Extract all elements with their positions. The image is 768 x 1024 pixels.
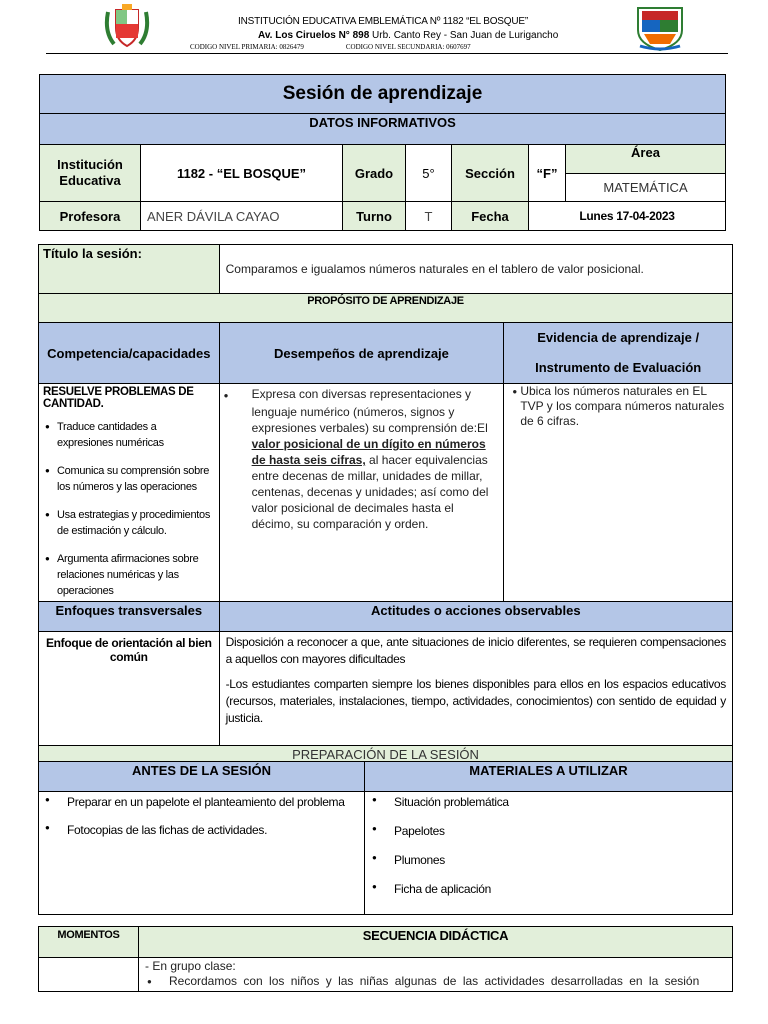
area-label: Área bbox=[566, 145, 726, 174]
enfoque-value: Enfoque de orientación al bien común bbox=[39, 632, 220, 746]
momento-cell bbox=[39, 958, 139, 992]
enfoques-heading: Enfoques transversales bbox=[39, 602, 220, 632]
fecha-label: Fecha bbox=[452, 202, 529, 231]
bullet-icon: ● bbox=[45, 795, 50, 804]
antes-item bbox=[39, 795, 364, 809]
bullet-icon: ● bbox=[372, 795, 377, 804]
competencia-cell bbox=[39, 384, 220, 602]
bullet-icon: ● bbox=[372, 824, 377, 833]
session-table bbox=[38, 244, 733, 777]
evidencia-heading-line2: Instrumento de Evaluación bbox=[535, 360, 702, 375]
grado-label: Grado bbox=[343, 145, 406, 202]
material-item bbox=[365, 824, 732, 838]
desempeno-bold: valor posicional de un dígito en números de hasta seis cifras, bbox=[251, 437, 486, 467]
secuencia-heading: SECUENCIA DIDÁCTICA bbox=[139, 927, 733, 958]
actitudes-heading: Actitudes o acciones observables bbox=[219, 602, 732, 632]
document-header bbox=[0, 0, 768, 58]
peru-coat-of-arms-icon bbox=[104, 2, 150, 50]
antes-item-text: Preparar en un papelote el planteamiento del problema bbox=[67, 795, 345, 809]
material-item-text: Situación problemática bbox=[394, 795, 509, 809]
material-item bbox=[365, 853, 732, 867]
institution-line: INSTITUCIÓN EDUCATIVA EMBLEMÁTICA Nº 1182 “EL BOSQUE” bbox=[238, 16, 528, 27]
bullet-icon: ● bbox=[45, 823, 50, 832]
address-street: Av. Los Ciruelos N° 898 bbox=[258, 30, 370, 41]
area-value: MATEMÁTICA bbox=[566, 174, 726, 202]
antes-heading: ANTES DE LA SESIÓN bbox=[39, 762, 365, 792]
desempeno-cell bbox=[219, 384, 504, 602]
evidencia-heading-line1: Evidencia de aprendizaje / bbox=[537, 330, 700, 345]
secuencia-line-2-text: Recordamos con los niños y las niñas algunas de las actividades desarrolladas en la sesión bbox=[169, 974, 700, 988]
competencia-heading-text: Competencia/capacidades bbox=[47, 345, 211, 361]
capacidad-item: ● Usa estrategias y procedimientos de estimación y cálculo. bbox=[43, 507, 215, 539]
datos-informativos-heading: DATOS INFORMATIVOS bbox=[40, 114, 726, 145]
desempeno-post: al hacer equivalencias entre decenas de millar, unidades de millar, centenas, decenas y unidades; así como del valor posicional de decimales hasta el décimo, su comparación y orden. bbox=[251, 453, 489, 531]
preparacion-heading: PREPARACIÓN DE LA SESIÓN bbox=[39, 746, 733, 777]
address-line bbox=[258, 30, 558, 41]
actitudes-cell bbox=[219, 632, 732, 746]
bullet-icon: ● bbox=[147, 977, 152, 986]
antes-item bbox=[39, 823, 364, 837]
header-rule bbox=[46, 53, 728, 54]
turno-label: Turno bbox=[343, 202, 406, 231]
material-item bbox=[365, 882, 732, 896]
material-item-text: Ficha de aplicación bbox=[394, 882, 492, 896]
bullet-icon: ● bbox=[372, 882, 377, 891]
code-primaria: CODIGO NIVEL PRIMARIA: 0826479 bbox=[190, 43, 304, 51]
bullet-icon: ● bbox=[223, 391, 229, 400]
code-secundaria: CODIGO NIVEL SECUNDARIA: 0607697 bbox=[345, 43, 471, 51]
school-emblem-icon bbox=[632, 2, 688, 52]
proposito-heading: PROPÓSITO DE APRENDIZAJE bbox=[39, 294, 733, 323]
turno-value: T bbox=[406, 202, 452, 231]
fecha-value: Lunes 17-04-2023 bbox=[529, 202, 726, 231]
materiales-cell bbox=[365, 792, 733, 915]
desempeno-text bbox=[224, 386, 498, 532]
capacidad-item: ● Traduce cantidades a expresiones numéricas bbox=[43, 419, 215, 451]
profesora-label: Profesora bbox=[40, 202, 141, 231]
evidencia-heading bbox=[504, 323, 733, 384]
antes-item-text: Fotocopias de las fichas de actividades. bbox=[67, 823, 268, 837]
seccion-value: “F” bbox=[529, 145, 566, 202]
desempeno-pre: Expresa con diversas representaciones y lenguaje numérico (números, signos y expresiones verbales) su comprensión de:El bbox=[251, 387, 488, 435]
seccion-label: Sección bbox=[452, 145, 529, 202]
evidencia-cell bbox=[504, 384, 733, 602]
bullet-icon: ● bbox=[372, 853, 377, 862]
secuencia-table bbox=[38, 926, 733, 992]
capacidad-item: ● Comunica su comprensión sobre los números y las operaciones bbox=[43, 463, 215, 495]
momentos-heading: MOMENTOS bbox=[39, 927, 139, 958]
address-district: Urb. Canto Rey - San Juan de Lurigancho bbox=[369, 30, 559, 41]
capacidad-item: ● Argumenta afirmaciones sobre relaciones numéricas y las operaciones bbox=[43, 551, 215, 599]
titulo-label: Título la sesión: bbox=[39, 245, 220, 294]
competencia-heading bbox=[39, 323, 220, 384]
evidencia-text: ● Ubica los números naturales en EL TVP y los compara números naturales de 6 cifras. bbox=[510, 384, 726, 429]
titulo-value: Comparamos e igualamos números naturales en el tablero de valor posicional. bbox=[219, 245, 732, 294]
secuencia-cell bbox=[139, 958, 733, 992]
profesora-value: ANER DÁVILA CAYAO bbox=[141, 202, 343, 231]
codes-line bbox=[190, 43, 471, 51]
materiales-heading: MATERIALES A UTILIZAR bbox=[365, 762, 733, 792]
material-item bbox=[365, 795, 732, 809]
material-item-text: Plumones bbox=[394, 853, 445, 867]
session-title: Sesión de aprendizaje bbox=[40, 75, 726, 114]
preparacion-table bbox=[38, 761, 733, 915]
material-item-text: Papelotes bbox=[394, 824, 445, 838]
institucion-label: Institución Educativa bbox=[40, 145, 141, 202]
grado-value: 5° bbox=[406, 145, 452, 202]
antes-cell bbox=[39, 792, 365, 915]
actitud-2: -Los estudiantes comparten siempre los bienes disponibles para ellos en los espacios educativos (recursos, materiales, instalaciones, tiempo, actividades, conocimientos) con sentido de equidad y justicia. bbox=[225, 677, 726, 725]
info-table bbox=[39, 74, 726, 231]
institucion-value: 1182 - “EL BOSQUE” bbox=[141, 145, 343, 202]
desempenos-heading: Desempeños de aprendizaje bbox=[219, 323, 504, 384]
competencia-title: RESUELVE PROBLEMAS DE CANTIDAD. bbox=[43, 386, 194, 410]
secuencia-line-1: - En grupo clase: bbox=[145, 959, 236, 973]
secuencia-line-2 bbox=[145, 974, 726, 989]
actitud-1: Disposición a reconocer a que, ante situaciones de inicio diferentes, se requieren compensaciones a aquellos con mayores dificultades bbox=[225, 635, 726, 666]
